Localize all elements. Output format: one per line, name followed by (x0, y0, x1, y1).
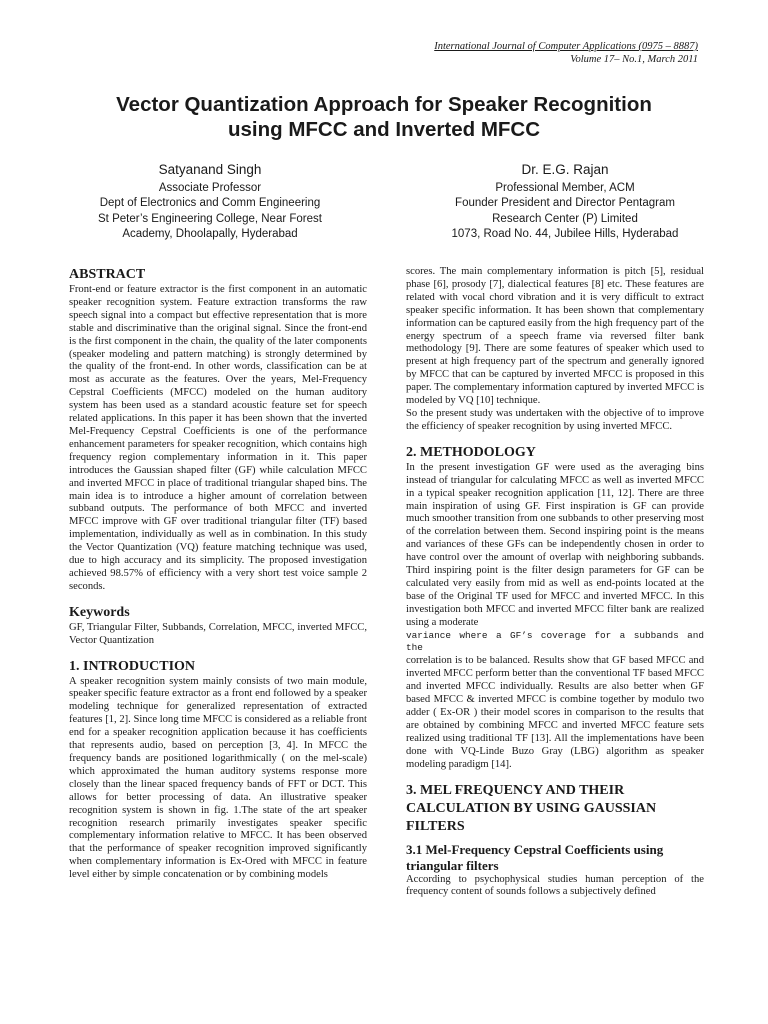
complementary-info-paragraph: scores. The main complementary information is pitch [5], residual phase [6], prosody [7], dialectical features [8] etc. These features are related with vocal chord vibration and it is very difficult to extract speaker specific information. It has been shown that complementary information can be captured easily from the high frequency part of the energy spectrum of a speech frame via reversed filter bank methodology [9]. There are some features of speaker which used to present at high frequency part of the spectrum and generally ignored by MFCC that can be captured by inverted MFCC is proposed in this paper. The complementary information captured by inverted MFCC is modeled by VQ [10] technique. (406, 266, 704, 407)
paper-title (40, 92, 728, 142)
author-name: Dr. E.G. Rajan (521, 162, 609, 177)
author-affiliation-line: Associate Professor (158, 181, 262, 194)
journal-volume: Volume 17– No.1, March 2011 (570, 54, 698, 65)
title-line-1: Vector Quantization Approach for Speaker Recognition (116, 93, 652, 116)
author-block-2 (415, 162, 715, 243)
author-affiliation-line: Founder President and Director Pentagram (455, 197, 675, 209)
methodology-heading: 2. METHODOLOGY (406, 444, 536, 460)
right-column (406, 266, 704, 899)
author-affiliation-line: St Peter’s Engineering College, Near Forest (98, 212, 322, 225)
section3-1-text: According to psychophysical studies human perception of the frequency content of sounds follows a subjectively defined (406, 873, 704, 898)
journal-header (434, 40, 698, 66)
left-column (69, 266, 367, 882)
author-block-1 (60, 162, 360, 243)
author-affiliation-line: 1073, Road No. 44, Jubilee Hills, Hyderabad (451, 228, 679, 240)
methodology-text-part-1: In the present investigation GF were used as the averaging bins instead of triangular for calculating MFCC as well as inverted MFCC in a typical speaker recognition application [11, 12]. There are three main inspiration of using GF. First inspiration is GF can provide much smoother transition from one subbands to other preserving most of the correlation between them. Second inspiring point is the means and variances of these GFs can be independently chosen in order to have control over the amount of overlap with neighboring subbands. Third inspiring point is the filter design parameters for GF can be calculated very easily from mid as well as end-points located at the base of the Original TF used for MFCC and inverted MFCC. In this investigation both MFCC and inverted MFCC filter bank are realized using a moderate (406, 461, 704, 628)
keywords-text: GF, Triangular Filter, Subbands, Correlation, MFCC, inverted MFCC, Vector Quantization (69, 621, 367, 646)
author-affiliation-line: Professional Member, ACM (495, 181, 635, 194)
introduction-heading: 1. INTRODUCTION (69, 658, 196, 674)
abstract-text: Front-end or feature extractor is the first component in an automatic speaker recognition system. Feature extraction transforms the raw speech signal into a compact but effective representation that is more stable and discriminative than the original signal. Since the front-end is the first component in the chain, the quality of the later components (speaker modeling and pattern matching) is strongly determined by the quality of the front-end. In other words, classification can be at most as accurate as the features. Over the years, Mel-Frequency Cepstral Coefficients (MFCC) modeled on the human auditory system has been used as a standard acoustic feature set for speech related applications. In this paper it has been shown that the inverted Mel-Frequency Cepstral Coefficients is one of the performance enhancement parameters for speaker recognition, which contains high frequency region complementary information in it. This paper introduces the Gaussian shaped filter (GF) while calculation MFCC and inverted MFCC in place of traditional triangular shaped bins. The main idea is to introduce a higher amount of correlation between subband outputs. The performance of both MFCC and inverted MFCC improve with GF over traditional triangular filter (TF) based implementation, individually as well as in combination. In this study the Vector Quantization (VQ) feature matching technique was used, due to high accuracy and its simplicity. The proposed investigation achieved 98.57% of efficiency with a very short test voice sample 2 seconds. (69, 284, 367, 592)
section3-heading: 3. MEL FREQUENCY AND THEIR CALCULATION BY USING GAUSSIAN FILTERS (406, 782, 657, 834)
author-affiliation-line: Dept of Electronics and Comm Engineering (99, 197, 321, 209)
introduction-text: A speaker recognition system mainly consists of two main module, speaker specific feature extractor as a front end followed by a speaker modeling technique for generalized representation of extracted features [1, 2]. Since long time MFCC is considered as a reliable front end for a speaker recognition application because it has coefficients that represents audio, based on perception [3, 4]. In MFCC the frequency bands are positioned logarithmically ( on the mel-scale) which approximated the human auditory systems response more closely than the linear spaced frequency bands of FFT or DCT. This allows for better processing of data. An illustrative speaker recognition system is shown in fig. 1.The state of the art speaker recognition research primarily investigates speaker specific complementary information relative to MFCC. It has been observed that the performance of speaker recognition improved significantly when complementary information is Ex-Ored with MFCC in feature level either by simple concatenation or by combining models (69, 675, 367, 881)
title-line-2: using MFCC and Inverted MFCC (227, 118, 541, 141)
keywords-heading: Keywords (69, 604, 130, 620)
abstract-heading: ABSTRACT (69, 267, 146, 282)
journal-name: International Journal of Computer Applications (0975 – 8887) (434, 41, 698, 52)
author-affiliation-line: Research Center (P) Limited (492, 212, 638, 225)
author-name: Satyanand Singh (158, 162, 262, 177)
author-affiliation-line: Academy, Dhoolapally, Hyderabad (122, 228, 298, 240)
methodology-text-part-2: correlation is to be balanced. Results show that GF based MFCC and inverted MFCC perform better than the conventional TF based MFCC and inverted MFCC individually. Results are also better when GF based MFCC & inverted MFCC is combine together by modulo two adder ( Ex-OR ) their model scores in comparison to the results that are obtained by combining MFCC and inverted MFCC feature sets realized using traditional TF [13]. All the implementations have been done with VQ-Linde Buzo Gray (LBG) algorithm as speaker modeling paradigm [14]. (406, 655, 704, 770)
section3-1-heading: 3.1 Mel-Frequency Cepstral Coefficients using triangular filters (406, 841, 664, 873)
objective-paragraph: So the present study was undertaken with the objective of to improve the efficiency of speaker recognition by using inverted MFCC. (406, 407, 704, 432)
methodology-mono-line: variance where a GF’s coverage for a subbands and the (406, 629, 704, 654)
